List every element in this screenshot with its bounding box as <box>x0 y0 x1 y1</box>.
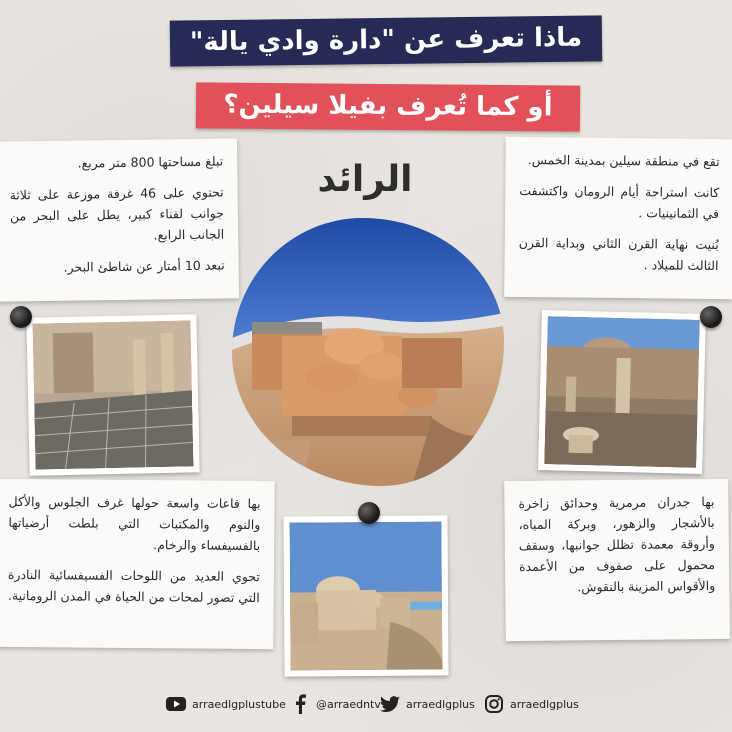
facebook-handle: @arraedntv <box>316 697 381 711</box>
instagram-icon <box>484 694 504 714</box>
fact-mosaics: تحوي العديد من اللوحات الفسيفسائية النادرة التي تصور لمحات من الحياة في المدن الرومانية. <box>7 566 260 606</box>
fact-area: تبلغ مساحتها 800 متر مربع. <box>77 153 224 171</box>
note-bottom-right <box>504 479 730 641</box>
social-twitter[interactable] <box>380 690 475 718</box>
fact-built: بُنيت نهاية القرن الثاني وبداية القرن الثالث للميلاد . <box>518 234 719 274</box>
fact-distance: تبعد 10 أمتار عن شاطئ البحر. <box>63 257 225 275</box>
pushpin-icon <box>10 306 32 328</box>
social-facebook[interactable] <box>290 690 381 718</box>
villa-exterior-image <box>289 521 442 670</box>
pushpin-icon <box>358 502 380 524</box>
title-line-1: ماذا تعرف عن "دارة وادي يالة" <box>170 15 603 66</box>
mosaic-hall-photo <box>26 314 199 476</box>
villa-exterior-photo <box>283 515 448 676</box>
social-youtube[interactable] <box>166 690 286 718</box>
twitter-icon <box>380 694 400 714</box>
mosaic-hall-image <box>32 320 193 469</box>
youtube-icon <box>166 694 186 714</box>
instagram-handle: arraedlgplus <box>510 697 579 711</box>
fact-halls: بها قاعات واسعة حولها غرف الجلوس والأكل والنوم والمكتبات التي بلطت أرضياتها بالفسيفساء والرخام. <box>8 493 261 554</box>
note-bottom-left <box>0 479 275 649</box>
twitter-handle: arraedlgplus <box>406 697 475 711</box>
note-top-right <box>504 137 732 299</box>
pushpin-icon <box>700 306 722 328</box>
facebook-icon <box>290 694 310 714</box>
brand-logo-text: الرائد <box>317 159 413 200</box>
title-line-2: أو كما تُعرف بفيلا سيلين؟ <box>196 82 580 131</box>
fact-history: كانت استراحة أيام الرومان واكتشفت في الثمانينيات . <box>519 182 720 222</box>
fact-features: بها جدران مرمرية وحدائق زاخرة بالأشجار والزهور، وبركة المياه، وأروقة معمدة تظلل جوانبها، وسقف محمول على صفوف من الأعمدة والأقواس المزينة بالنقوش. <box>518 493 716 595</box>
note-top-left <box>0 138 239 301</box>
social-instagram[interactable] <box>484 690 579 718</box>
youtube-handle: arraedlgplustube <box>192 697 286 711</box>
brand-logo <box>310 150 420 210</box>
columns-courtyard-image <box>544 316 700 468</box>
fact-rooms: تحتوي على 46 غرفة موزعة على ثلاثة جوانب لفناء كبير، يطل على البحر من الجانب الرابع. <box>9 184 225 243</box>
columns-courtyard-photo <box>538 310 706 474</box>
fact-location: تقع في منطقة سيلين بمدينة الخمس. <box>527 152 720 170</box>
